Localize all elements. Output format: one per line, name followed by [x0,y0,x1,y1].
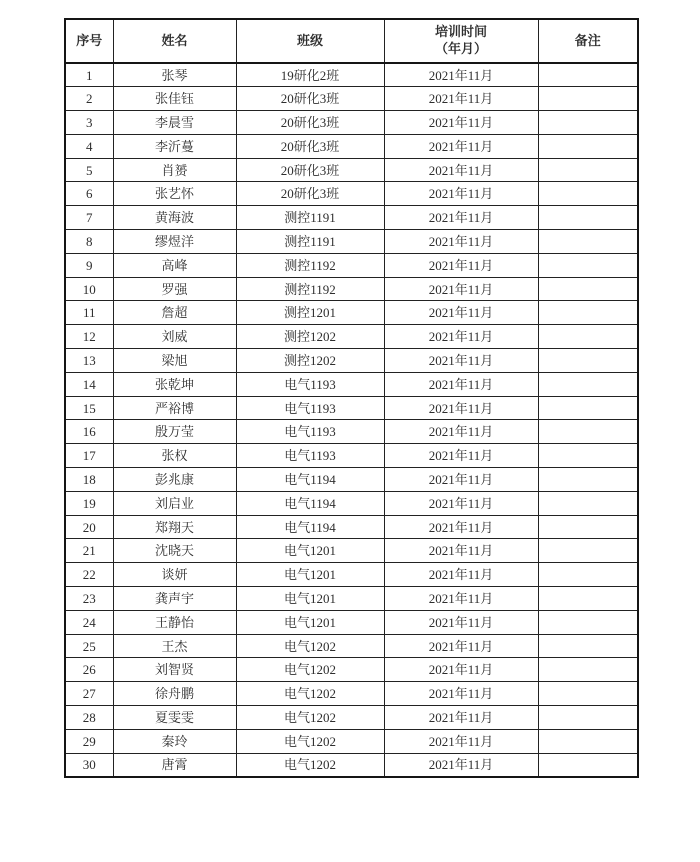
table-header-row [65,19,638,63]
cell-class: 20研化3班 [236,158,384,182]
cell-time: 2021年11月 [384,230,538,254]
cell-remark [538,111,638,135]
table-row [65,658,638,682]
table-row [65,301,638,325]
cell-name: 刘启业 [113,491,236,515]
cell-class: 测控1191 [236,230,384,254]
cell-time: 2021年11月 [384,63,538,87]
cell-class: 测控1192 [236,277,384,301]
cell-seq: 12 [65,325,113,349]
cell-name: 高峰 [113,253,236,277]
cell-class: 20研化3班 [236,111,384,135]
cell-class: 电气1201 [236,563,384,587]
cell-name: 王静怡 [113,610,236,634]
table-row [65,491,638,515]
cell-name: 刘智贤 [113,658,236,682]
cell-seq: 3 [65,111,113,135]
cell-name: 张佳钰 [113,87,236,111]
cell-remark [538,158,638,182]
cell-seq: 15 [65,396,113,420]
col-header-time-line1: 培训时间 [434,24,487,40]
cell-seq: 27 [65,682,113,706]
cell-seq: 23 [65,587,113,611]
cell-name: 缪煜洋 [113,230,236,254]
cell-class: 电气1201 [236,587,384,611]
cell-remark [538,134,638,158]
table-row [65,587,638,611]
cell-seq: 28 [65,706,113,730]
table-row [65,325,638,349]
cell-seq: 19 [65,491,113,515]
table-row [65,634,638,658]
cell-seq: 24 [65,610,113,634]
cell-name: 沈晓天 [113,539,236,563]
cell-class: 电气1202 [236,658,384,682]
cell-seq: 6 [65,182,113,206]
table-row [65,63,638,87]
cell-seq: 4 [65,134,113,158]
cell-seq: 18 [65,468,113,492]
cell-remark [538,563,638,587]
cell-time: 2021年11月 [384,158,538,182]
table-row [65,539,638,563]
cell-class: 电气1193 [236,444,384,468]
table-row [65,206,638,230]
cell-seq: 29 [65,729,113,753]
cell-class: 电气1201 [236,539,384,563]
cell-remark [538,634,638,658]
cell-name: 秦玲 [113,729,236,753]
cell-time: 2021年11月 [384,134,538,158]
cell-seq: 2 [65,87,113,111]
cell-time: 2021年11月 [384,634,538,658]
table-row [65,729,638,753]
cell-name: 张琴 [113,63,236,87]
cell-class: 电气1202 [236,682,384,706]
cell-time: 2021年11月 [384,706,538,730]
col-header-remark: 备注 [538,19,638,63]
cell-time: 2021年11月 [384,111,538,135]
cell-class: 测控1201 [236,301,384,325]
cell-remark [538,610,638,634]
cell-name: 唐霄 [113,753,236,777]
cell-remark [538,420,638,444]
table-row [65,277,638,301]
cell-name: 张艺怀 [113,182,236,206]
cell-seq: 26 [65,658,113,682]
cell-class: 电气1193 [236,372,384,396]
cell-time: 2021年11月 [384,539,538,563]
cell-name: 黄海波 [113,206,236,230]
table-row [65,753,638,777]
cell-name: 张权 [113,444,236,468]
table-row [65,610,638,634]
table-row [65,253,638,277]
cell-class: 电气1201 [236,610,384,634]
cell-remark [538,444,638,468]
cell-class: 电气1194 [236,515,384,539]
cell-time: 2021年11月 [384,658,538,682]
cell-time: 2021年11月 [384,515,538,539]
cell-time: 2021年11月 [384,729,538,753]
cell-seq: 8 [65,230,113,254]
cell-remark [538,301,638,325]
table-row [65,87,638,111]
cell-seq: 9 [65,253,113,277]
cell-name: 殷万莹 [113,420,236,444]
cell-time: 2021年11月 [384,277,538,301]
cell-time: 2021年11月 [384,396,538,420]
cell-time: 2021年11月 [384,444,538,468]
cell-remark [538,87,638,111]
cell-name: 李晨雪 [113,111,236,135]
cell-name: 王杰 [113,634,236,658]
cell-name: 梁旭 [113,349,236,373]
cell-seq: 17 [65,444,113,468]
col-header-name: 姓名 [113,19,236,63]
cell-name: 徐舟鹏 [113,682,236,706]
cell-name: 张乾坤 [113,372,236,396]
cell-remark [538,230,638,254]
table-row [65,444,638,468]
cell-seq: 25 [65,634,113,658]
cell-time: 2021年11月 [384,253,538,277]
cell-remark [538,515,638,539]
table-row [65,706,638,730]
cell-name: 罗强 [113,277,236,301]
cell-class: 电气1193 [236,396,384,420]
cell-seq: 5 [65,158,113,182]
col-header-time [384,19,538,63]
cell-remark [538,325,638,349]
table-row [65,515,638,539]
cell-remark [538,206,638,230]
cell-class: 19研化2班 [236,63,384,87]
cell-remark [538,706,638,730]
cell-remark [538,253,638,277]
table-row [65,682,638,706]
cell-class: 测控1202 [236,325,384,349]
cell-time: 2021年11月 [384,753,538,777]
cell-name: 李沂蔓 [113,134,236,158]
cell-class: 20研化3班 [236,87,384,111]
cell-remark [538,63,638,87]
col-header-time-line2: （年月） [434,41,487,56]
cell-remark [538,396,638,420]
cell-time: 2021年11月 [384,301,538,325]
cell-remark [538,539,638,563]
training-roster-table [64,18,639,778]
table-row [65,563,638,587]
col-header-seq: 序号 [65,19,113,63]
cell-class: 测控1191 [236,206,384,230]
cell-seq: 16 [65,420,113,444]
cell-seq: 10 [65,277,113,301]
cell-time: 2021年11月 [384,182,538,206]
cell-time: 2021年11月 [384,587,538,611]
table-row [65,134,638,158]
cell-time: 2021年11月 [384,349,538,373]
cell-name: 刘威 [113,325,236,349]
table-row [65,158,638,182]
cell-seq: 1 [65,63,113,87]
col-header-class: 班级 [236,19,384,63]
cell-time: 2021年11月 [384,468,538,492]
table-row [65,420,638,444]
cell-time: 2021年11月 [384,325,538,349]
cell-seq: 13 [65,349,113,373]
cell-name: 谈妍 [113,563,236,587]
cell-class: 20研化3班 [236,182,384,206]
cell-remark [538,682,638,706]
cell-seq: 20 [65,515,113,539]
cell-time: 2021年11月 [384,87,538,111]
cell-remark [538,729,638,753]
table-row [65,372,638,396]
table-row [65,182,638,206]
cell-time: 2021年11月 [384,563,538,587]
cell-time: 2021年11月 [384,372,538,396]
cell-name: 肖赟 [113,158,236,182]
cell-name: 詹超 [113,301,236,325]
cell-remark [538,753,638,777]
cell-seq: 22 [65,563,113,587]
cell-class: 电气1194 [236,491,384,515]
cell-class: 电气1194 [236,468,384,492]
table-row [65,230,638,254]
cell-remark [538,491,638,515]
cell-name: 郑翔天 [113,515,236,539]
cell-class: 测控1202 [236,349,384,373]
table-row [65,349,638,373]
cell-time: 2021年11月 [384,682,538,706]
cell-name: 严裕博 [113,396,236,420]
cell-remark [538,587,638,611]
table-row [65,468,638,492]
cell-remark [538,658,638,682]
cell-time: 2021年11月 [384,420,538,444]
cell-time: 2021年11月 [384,206,538,230]
cell-class: 电气1202 [236,634,384,658]
cell-remark [538,372,638,396]
table-row [65,396,638,420]
cell-seq: 21 [65,539,113,563]
cell-time: 2021年11月 [384,491,538,515]
cell-class: 测控1192 [236,253,384,277]
cell-name: 龚声宇 [113,587,236,611]
table-row [65,111,638,135]
cell-name: 夏雯雯 [113,706,236,730]
cell-name: 彭兆康 [113,468,236,492]
cell-remark [538,182,638,206]
cell-class: 电气1193 [236,420,384,444]
cell-class: 20研化3班 [236,134,384,158]
cell-class: 电气1202 [236,706,384,730]
cell-seq: 30 [65,753,113,777]
cell-seq: 7 [65,206,113,230]
cell-time: 2021年11月 [384,610,538,634]
cell-class: 电气1202 [236,729,384,753]
cell-seq: 11 [65,301,113,325]
cell-remark [538,349,638,373]
cell-remark [538,277,638,301]
cell-remark [538,468,638,492]
cell-class: 电气1202 [236,753,384,777]
cell-seq: 14 [65,372,113,396]
